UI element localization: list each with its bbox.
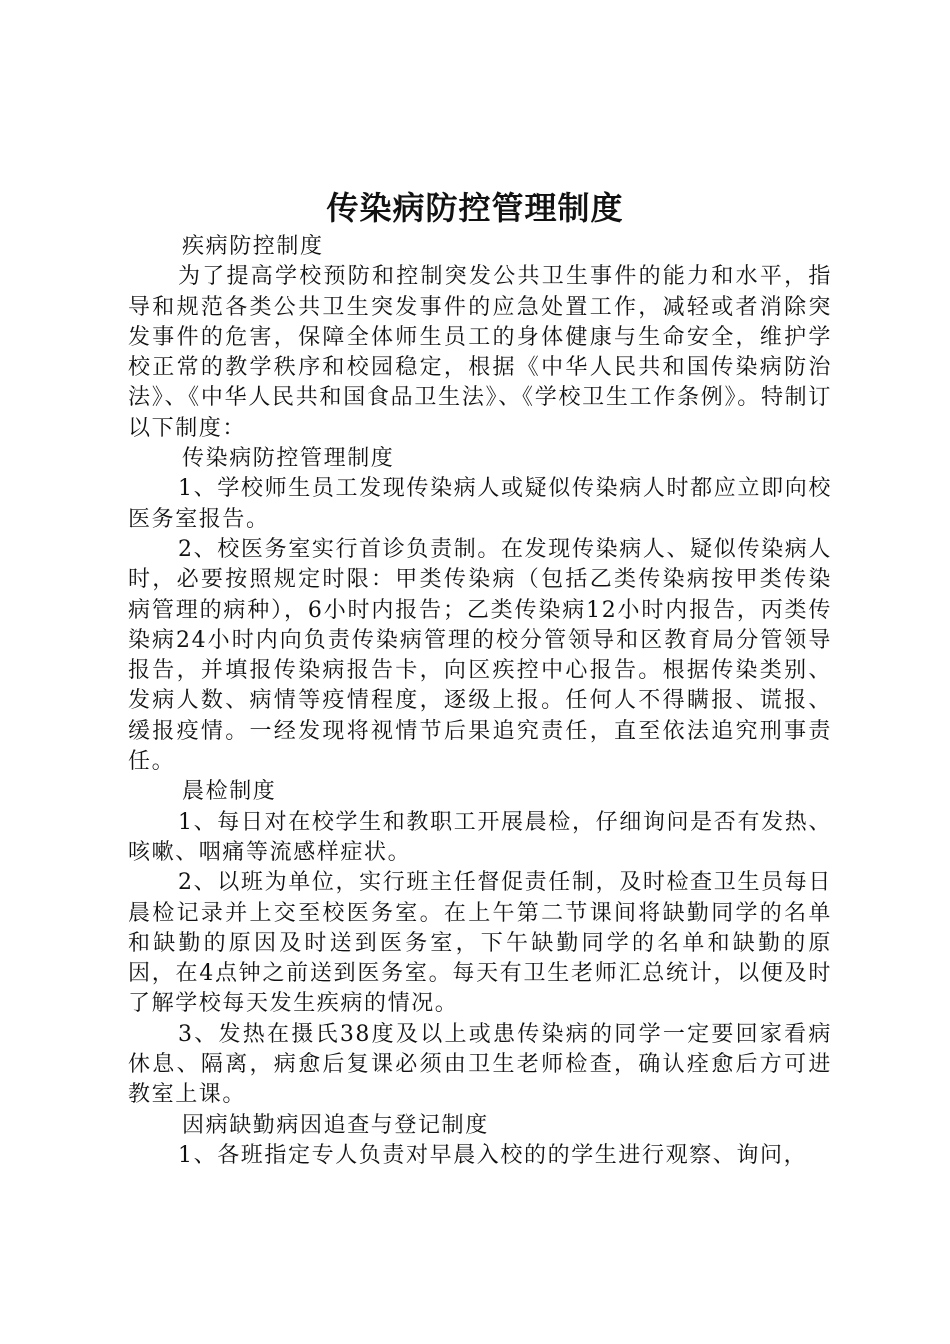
intro-paragraph: 为了提高学校预防和控制突发公共卫生事件的能力和水平，指导和规范各类公共卫生突发事件的应急处置工作，减轻或者消除突发事件的危害，保障全体师生员工的身体健康与生命安全，维护学校正常的教学秩序和校园稳定，根据《中华人民共和国传染病防治法》、《中华人民共和国食品卫生法》、《学校卫生工作条例》。特制订以下制度：: [128, 264, 832, 441]
section-heading-morning-check: 晨检制度: [182, 779, 277, 805]
infectious-rule-2: 2、校医务室实行首诊负责制。在发现传染病人、疑似传染病人时，必要按照规定时限：甲类传染病（包括乙类传染病按甲类传染病管理的病种），6小时内报告；乙类传染病12小时内报告，丙类传染病24小时内向负责传染病管理的校分管领导和区教育局分管领导报告，并填报传染病报告卡，向区疾控中心报告。根据传染类别、发病人数、病情等疫情程度，逐级上报。任何人不得瞒报、谎报、缓报疫情。一经发现将视情节后果追究责任，直至依法追究刑事责任。: [128, 536, 832, 775]
morning-check-rule-3: 3、发热在摄氏38度及以上或患传染病的同学一定要回家看病休息、隔离，病愈后复课必须由卫生老师检查，确认痊愈后方可进教室上课。: [128, 1021, 832, 1108]
section-heading-disease-control: 疾病防控制度: [182, 234, 324, 259]
section-heading-infectious-disease: 传染病防控管理制度: [182, 446, 395, 472]
morning-check-rule-1: 1、每日对在校学生和教职工开展晨检，仔细询问是否有发热、咳嗽、咽痛等流感样症状。: [128, 809, 832, 865]
document-title: 传染病防控管理制度: [326, 189, 624, 227]
absence-rule-1: 1、各班指定专人负责对早晨入校的的学生进行观察、询问，: [178, 1142, 808, 1168]
document-body: [128, 232, 832, 1171]
morning-check-rule-2: 2、以班为单位，实行班主任督促责任制，及时检查卫生员每日晨检记录并上交至校医务室。在上午第二节课间将缺勤同学的名单和缺勤的原因及时送到医务室，下午缺勤同学的名单和缺勤的原因，在4点钟之前送到医务室。每天有卫生老师汇总统计，以便及时了解学校每天发生疾病的情况。: [128, 870, 832, 1017]
section-heading-absence-tracking: 因病缺勤病因追查与登记制度: [182, 1112, 489, 1138]
infectious-rule-1: 1、学校师生员工发现传染病人或疑似传染病人时都应立即向校医务室报告。: [128, 476, 832, 532]
